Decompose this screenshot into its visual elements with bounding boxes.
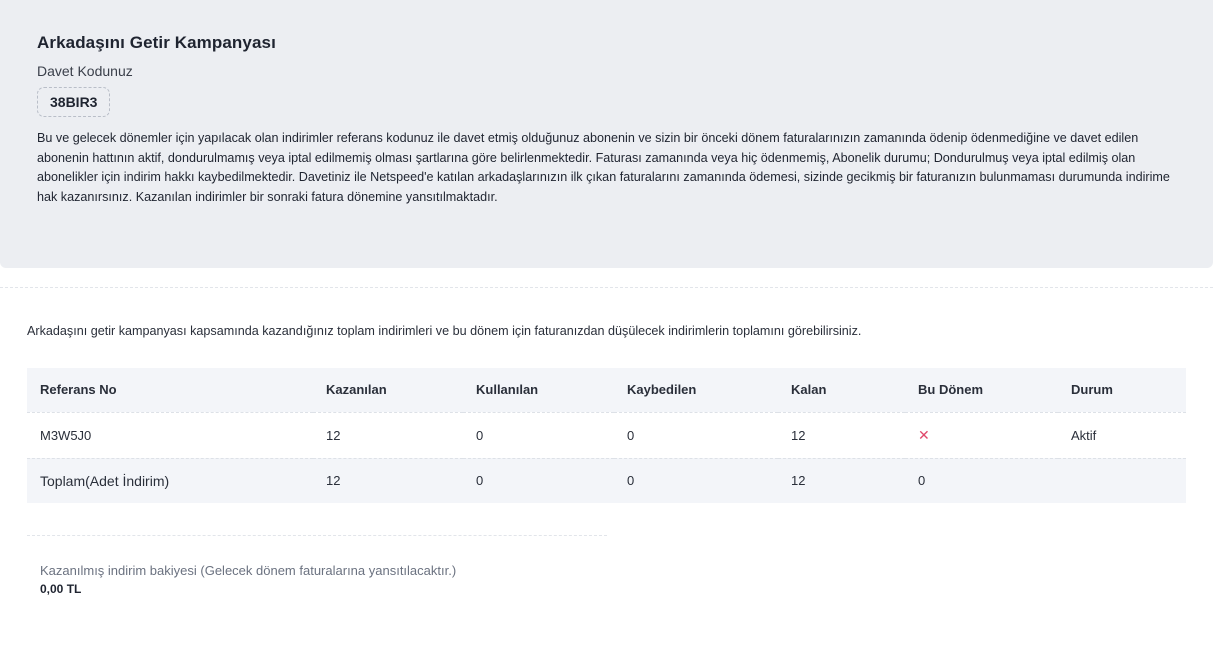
section-divider xyxy=(0,287,1213,288)
total-this-period: 0 xyxy=(905,458,1058,503)
invite-code-box[interactable]: 38BIR3 xyxy=(37,87,110,117)
column-header-this-period: Bu Dönem xyxy=(905,368,1058,412)
column-header-earned: Kazanılan xyxy=(313,368,463,412)
column-header-status: Durum xyxy=(1058,368,1186,412)
total-label: Toplam(Adet İndirim) xyxy=(27,458,313,503)
cell-remaining: 12 xyxy=(778,412,905,458)
column-header-lost: Kaybedilen xyxy=(614,368,778,412)
table-total-row xyxy=(27,458,1186,503)
column-header-used: Kullanılan xyxy=(463,368,614,412)
cell-earned: 12 xyxy=(313,412,463,458)
cell-this-period xyxy=(905,412,1058,458)
cell-ref-no: M3W5J0 xyxy=(27,412,313,458)
campaign-title: Arkadaşını Getir Kampanyası xyxy=(37,33,276,52)
column-header-remaining: Kalan xyxy=(778,368,905,412)
campaign-description: Bu ve gelecek dönemler için yapılacak olan indirimler referans kodunuz ile davet etmiş olduğunuz abonenin ve sizin bir önceki dönem faturalarınızın zamanında ödenip ödenmediğine ve davet edilen abonenin hattının aktif, dondurulmamış veya iptal edilmemiş olması şartlarına göre belirlenmektedir. Faturası zamanında veya hiç ödenmemiş, Abonelik durumu; Dondurulmuş veya iptal edilmiş olan abonelikler için indirim hakkı kaybedilmektedir. Davetiniz ile Netspeed'e katılan arkadaşlarınızın ilk çıkan faturalarını zamanında ödemesi, sizinde gecikmiş bir faturanızın bulunmaması durumunda indirime hak kazanırsınız. Kazanılan indirimler bir sonraki fatura dönemine yansıtılmaktadır. xyxy=(37,131,1170,204)
balance-label: Kazanılmış indirim bakiyesi (Gelecek dönem faturalarına yansıtılacaktır.) xyxy=(40,563,457,578)
referral-table xyxy=(27,368,1186,503)
total-used: 0 xyxy=(463,458,614,503)
table-header-row xyxy=(27,368,1186,412)
table-row xyxy=(27,412,1186,458)
cell-lost: 0 xyxy=(614,412,778,458)
summary-text: Arkadaşını getir kampanyası kapsamında kazandığınız toplam indirimleri ve bu dönem için faturanızdan düşülecek indirimlerin toplamını görebilirsiniz. xyxy=(27,324,862,338)
column-header-ref-no: Referans No xyxy=(27,368,313,412)
total-lost: 0 xyxy=(614,458,778,503)
balance-divider xyxy=(27,535,607,536)
close-icon: ✕ xyxy=(918,426,930,443)
invite-code-label: Davet Kodunuz xyxy=(37,63,133,79)
total-earned: 12 xyxy=(313,458,463,503)
cell-used: 0 xyxy=(463,412,614,458)
total-remaining: 12 xyxy=(778,458,905,503)
total-status xyxy=(1058,458,1186,503)
cell-status: Aktif xyxy=(1058,412,1186,458)
campaign-panel xyxy=(0,0,1213,268)
balance-value: 0,00 TL xyxy=(40,582,82,596)
